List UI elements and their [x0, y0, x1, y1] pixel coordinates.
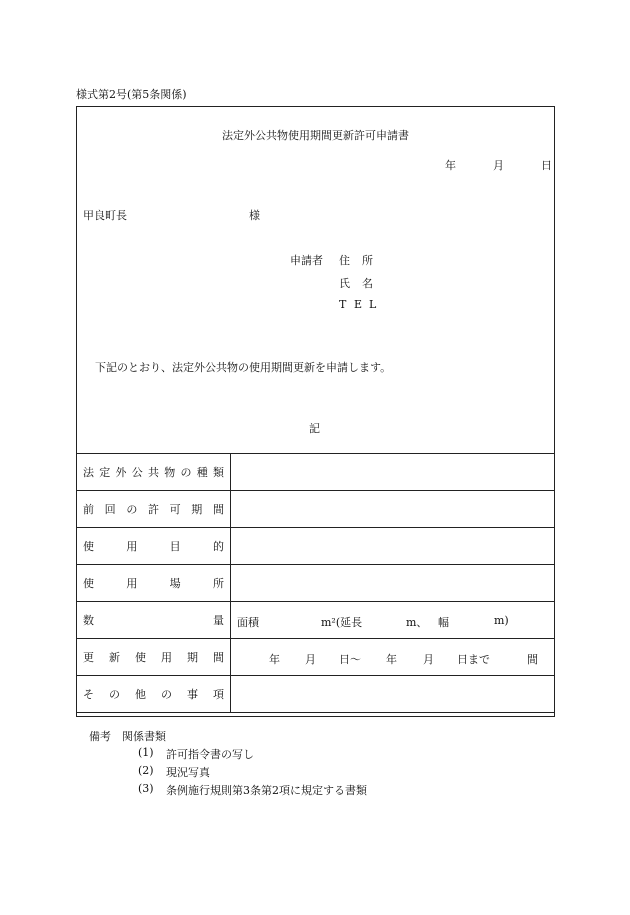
table-row: [77, 454, 555, 491]
area-label: 面積: [237, 616, 259, 629]
details-table: [76, 453, 555, 713]
ki-heading: 記: [309, 422, 320, 435]
row-label-renewal-period: 更 新 使 用 期 間: [77, 639, 231, 676]
row-label-previous-period: 前 回 の 許 可 期 間: [77, 491, 231, 528]
table-row: [77, 565, 555, 602]
period-span: 間: [527, 653, 538, 666]
length-unit: m、: [406, 616, 428, 629]
width-unit: m): [494, 614, 509, 627]
table-row: [77, 528, 555, 565]
location-value-cell[interactable]: [231, 565, 555, 602]
addressee-name: 甲良町長: [83, 209, 127, 222]
row-label-quantity: 数 量: [77, 602, 231, 639]
renewal-period-value-cell[interactable]: [231, 639, 555, 676]
address-field-char: 住: [339, 254, 350, 267]
previous-period-value-cell[interactable]: [231, 491, 555, 528]
name-field-char: 氏: [339, 277, 350, 290]
notes-heading: 備考 関係書類: [89, 730, 166, 743]
tel-field-char: E: [354, 298, 363, 311]
row-label-purpose: 使 用 目 的: [77, 528, 231, 565]
date-day: 日: [541, 159, 552, 172]
note-number: (3): [138, 782, 154, 795]
period-year-end: 年: [386, 653, 397, 666]
table-row: [77, 676, 555, 713]
width-label: 幅: [438, 616, 449, 629]
type-value-cell[interactable]: [231, 454, 555, 491]
period-year-start: 年: [269, 653, 280, 666]
note-number: (2): [138, 764, 154, 777]
row-label-type: 法 定 外 公 共 物 の 種 類: [77, 454, 231, 491]
tel-field-char: T: [339, 298, 347, 311]
quantity-value-cell[interactable]: [231, 602, 555, 639]
row-label-other: そ の 他 の 事 項: [77, 676, 231, 713]
note-number: (1): [138, 746, 154, 759]
area-unit: m²(延長: [321, 616, 363, 629]
note-text: 現況写真: [166, 766, 210, 779]
applicant-label: 申請者: [290, 254, 323, 267]
period-day-start: 日〜: [339, 653, 361, 666]
form-number: 様式第2号(第5条関係): [76, 88, 187, 101]
name-field-char: 名: [362, 277, 373, 290]
table-row: [77, 639, 555, 676]
table-row: [77, 491, 555, 528]
purpose-value-cell[interactable]: [231, 528, 555, 565]
note-text: 許可指令書の写し: [166, 748, 254, 761]
address-field-char: 所: [362, 254, 373, 267]
period-month-end: 月: [423, 653, 434, 666]
tel-field-char: L: [369, 298, 377, 311]
period-month-start: 月: [305, 653, 316, 666]
period-day-end: 日まで: [457, 653, 490, 666]
request-statement: 下記のとおり、法定外公共物の使用期間更新を申請します。: [95, 361, 392, 374]
date-year: 年: [445, 159, 456, 172]
application-form: [76, 106, 555, 717]
note-text: 条例施行規則第3条第2項に規定する書類: [166, 784, 367, 797]
addressee-honorific: 様: [249, 209, 260, 222]
form-title: 法定外公共物使用期間更新許可申請書: [222, 129, 409, 142]
other-value-cell[interactable]: [231, 676, 555, 713]
date-month: 月: [493, 159, 504, 172]
table-row: [77, 602, 555, 639]
row-label-location: 使 用 場 所: [77, 565, 231, 602]
